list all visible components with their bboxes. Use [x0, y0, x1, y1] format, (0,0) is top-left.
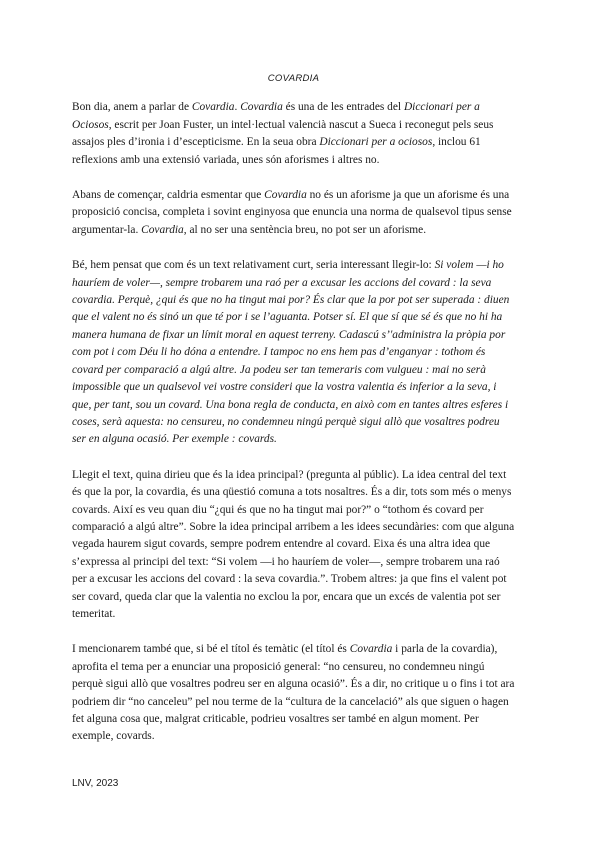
- paragraph-conclusion: [72, 641, 515, 745]
- text-run: no és un aforisme ja que un aforisme és una proposició concisa, completa i sovint enginyosa que enuncia una norma de qualsevol tipus sense argumentar-la.: [72, 189, 512, 236]
- paragraph-aphorism-note: [72, 187, 515, 239]
- document-body: [72, 70, 515, 764]
- italic-text-run: Covardia: [141, 223, 184, 236]
- text-run: , al no ser una sentència breu, no pot ser un aforisme.: [183, 223, 427, 236]
- text-run: , escrit per Joan Fuster, un intel·lectual valencià nascut a Sueca i reconegut pels seus assajos ples d’ironia i d’escepticisme. En la seua obra: [72, 118, 494, 149]
- text-run: Abans de començar, caldria esmentar que: [72, 189, 265, 202]
- text-run: i parla de la covardia), aprofita el tema per a enunciar una proposició general: “no censureu, no condemneu ningú perquè sigui allò que vosaltres podreu ser en alguna ocasió”. És a dir, no critique u o fins i tot ara podriem dir “no canceleu” pel nou terme de la “cultura de la cancelació” als que siguen o hagen fet alguna cosa que, malgrat criticable, podrieu vosaltres ser també en algun moment. Per exemple, covards.: [72, 643, 515, 743]
- text-run: Llegit el text, quina dirieu que és la idea principal? (pregunta al públic). La idea central del text és que la por, la covardia, és una qüestió comuna a tots nosaltres. És a dir, tots som més o menys covards. Així es veu quan diu “¿qui és que no ha tingut mai por?” o “tothom és covard per comparació a algú altre”. Sobre la idea principal arribem a les idees secundàries: com que alguna vegada haurem sigut covards, sempre podrem entendre al covard. Eixa és una altra idea que s’expressa al principi del text: “Si volem —i ho hauríem de voler—, sempre trobarem una raó per a excusar les accions del covard : la seva covardia.”. Trobem altres: ja que fins el valent pot ser covard, queda clar que la valentia no exclou la por, encara que un excés de valentia pot ser temeritat.: [72, 468, 515, 620]
- italic-text-run: Covardia: [191, 101, 235, 114]
- document-title: COVARDIA: [267, 73, 320, 84]
- italic-text-run: Covardia: [349, 643, 393, 656]
- text-run: Bon dia, anem a parlar de: [72, 101, 192, 114]
- text-run: .: [234, 101, 241, 114]
- text-run: , inclou 61 reflexions amb una extensió variada, unes són aforismes i altres no.: [72, 136, 481, 166]
- italic-text-run: Diccionari per a Ociosos: [72, 101, 480, 131]
- text-run: és una de les entrades del: [282, 101, 404, 114]
- italic-text-run: Covardia: [240, 101, 283, 114]
- italic-text-run: Diccionari per a ociosos: [319, 136, 433, 149]
- paragraph-intro: [72, 99, 515, 169]
- italic-text-run: Si volem —i ho hauríem de voler—, sempre trobarem una raó per a excusar les accions del covard : la seva covardia. Perquè, ¿qui és que no ha tingut mai por? És clar que la por pot ser superada : diuen que el valent no és sinó un que té por i se l’aguanta. Potser sí. El que sí que sé és que no hi ha manera humana de fixar un límit moral en aquest terreny. Cadascú s’'administra la pròpia por com pot i com Déu li ho dóna a entendre. I tampoc no ens hem pas d’enganyar : tothom és covard per comparació a algú altre. Ja podeu ser tan temeraris com vulgueu : mai no serà impossible que un qualsevol vei vostre consideri que la vostra valentia és inferior a la seva, i que, per tant, sou un covard. Una bona regla de conducta, en això com en tantes altres esferes i coses, serà aquesta: no censureu, no condemneu ningú perquè sigui allò que vosaltres podreu ser en alguna ocasió. Per exemple : covards.: [72, 259, 510, 446]
- italic-text-run: Covardia: [264, 189, 307, 202]
- text-run: I mencionarem també que, si bé el títol és temàtic (el títol és: [72, 643, 350, 656]
- text-run: Bé, hem pensat que com és un text relativament curt, seria interessant llegir-lo:: [72, 259, 435, 272]
- paragraph-quoted-text: [72, 257, 515, 448]
- paragraph-main-idea: [72, 467, 515, 624]
- footer-author-year: LNV, 2023: [72, 778, 119, 789]
